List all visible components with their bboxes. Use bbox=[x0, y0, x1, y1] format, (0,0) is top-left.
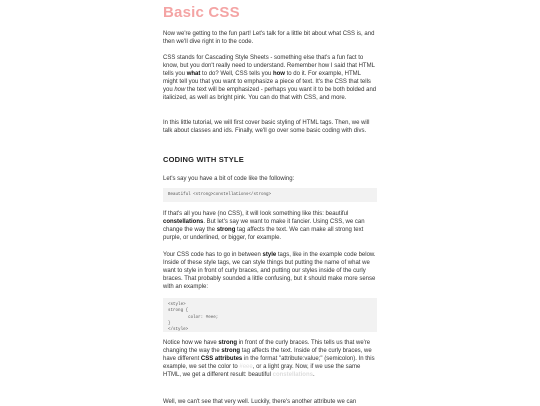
color-value: #eee bbox=[239, 364, 253, 371]
intro-text: the text will be emphasized - perhaps you want it to be both bolded and italicized, as well as bright pink. You can do that with CSS, and more. bbox=[163, 87, 377, 102]
section-text: Your CSS code has to go in between bbox=[163, 252, 263, 258]
section-paragraph-2 bbox=[163, 210, 377, 242]
section-paragraph-3 bbox=[163, 251, 377, 291]
section-text: tag affects the text. Inside of the curly braces, we have different bbox=[163, 348, 372, 363]
section-paragraph-1: Let's say you have a bit of code like the following: bbox=[163, 176, 295, 182]
styled-constellations: constellations bbox=[272, 372, 313, 379]
emphasis-how: how bbox=[272, 71, 285, 78]
section-text: . But let's say we want to make it fancier. Using CSS, we can change the way the bbox=[163, 219, 365, 234]
section-text: in front of the curly braces. This tells us that we're changing the way the bbox=[163, 340, 371, 355]
intro-paragraph-3: In this little tutorial, we will first cover basic styling of HTML tags. Then, we will talk about classes and ids. Finally, we'll go over some basic coding with divs. bbox=[163, 120, 370, 135]
emphasis-strong: strong bbox=[216, 227, 236, 234]
intro-paragraph-2 bbox=[163, 54, 377, 103]
section-paragraph-5: Well, we can't see that very well. Luckily, there's another attribute we can bbox=[163, 399, 357, 405]
section-text: . bbox=[312, 372, 315, 379]
section-text: , or a light gray. Now, if we use the same HTML, we get a different result: beautiful bbox=[163, 364, 361, 379]
code-block-2: <style> strong { color: #eee; } </style> bbox=[163, 298, 377, 332]
emphasis-style: style bbox=[262, 252, 277, 258]
emphasis-strong: strong bbox=[221, 348, 241, 355]
section-text: in the format "attribute:value;" (semicolon). In this example, we set the color to bbox=[163, 356, 375, 371]
section-text: If that's all you have (no CSS), it will look something like this: beautiful bbox=[163, 211, 349, 217]
code-block-1: Beautiful <strong>constellations</strong> bbox=[163, 188, 377, 202]
section-text: tag affects the text. We can make all strong text purple, or underlined, or bigger, for example. bbox=[163, 227, 364, 242]
section-paragraph-4 bbox=[163, 339, 377, 379]
intro-text: to do it. For example, HTML might tell you that you want to emphasize a piece of text. It's the CSS that tells you bbox=[163, 71, 371, 94]
emphasis-strong: strong bbox=[218, 340, 238, 346]
intro-text: to do? Well, CSS tells you bbox=[200, 71, 273, 78]
emphasis-what: what bbox=[186, 71, 201, 78]
emphasis-how-italic: how bbox=[174, 87, 186, 94]
intro-paragraph-1: Now we're getting to the fun part! Let's talk for a little bit about what CSS is, and then we'll dive right in to the code. bbox=[163, 31, 375, 46]
section-text: tags, like in the example code below. Inside of these style tags, we can style things but putting the name of what we want to style in front of curly braces, and putting our styles inside of the curly braces. That probably sounded a little confusing, but it should make more sense with an example: bbox=[163, 252, 376, 291]
emphasis-css-attributes: CSS attributes bbox=[200, 356, 243, 363]
emphasis-constellations: constellations bbox=[163, 219, 204, 226]
section-heading: CODING WITH STYLE bbox=[163, 155, 244, 164]
section-text: Notice how we have bbox=[163, 340, 219, 346]
page-title: Basic CSS bbox=[163, 4, 240, 21]
intro-text: CSS stands for Cascading Style Sheets - something else that's a fun fact to know, but you don't really need to understand. Remember how I said that HTML tells you bbox=[163, 55, 375, 78]
